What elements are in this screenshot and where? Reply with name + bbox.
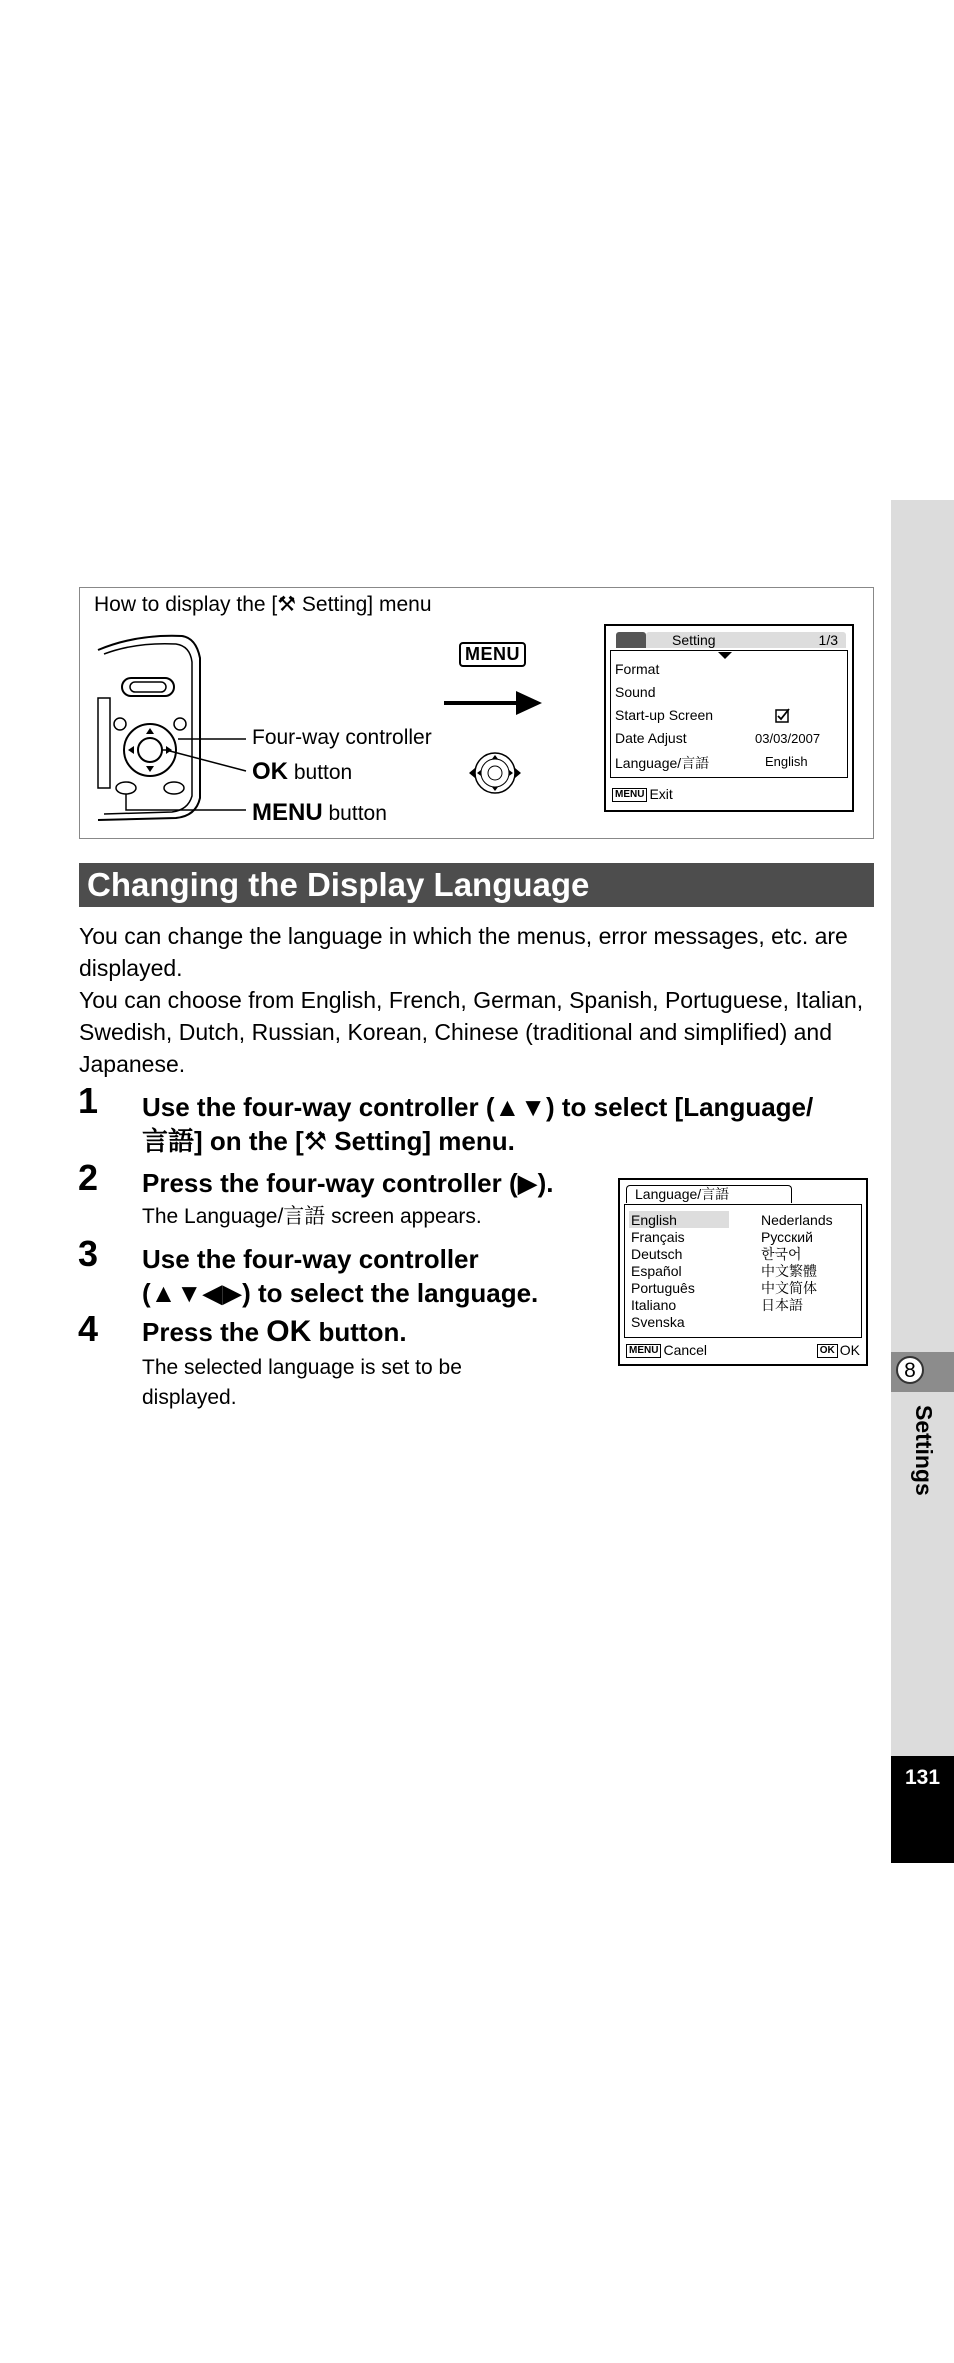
step-number: 4 bbox=[78, 1308, 99, 1349]
chapter-sidebar bbox=[891, 500, 954, 1863]
step-1-line-2: 言語] on the [⚒ Setting] menu. bbox=[142, 1126, 515, 1156]
camera-tab-icon bbox=[616, 632, 646, 648]
step-number: 1 bbox=[78, 1080, 99, 1121]
setting-tabs bbox=[616, 632, 846, 650]
language-option: Русский bbox=[761, 1229, 813, 1245]
language-option: English bbox=[631, 1212, 677, 1228]
label-ok-button bbox=[252, 758, 352, 786]
howto-box bbox=[79, 587, 874, 839]
exit-label: Exit bbox=[649, 786, 673, 802]
language-list bbox=[624, 1204, 862, 1338]
menu-key-box: MENU bbox=[626, 1344, 661, 1358]
step-4-title bbox=[142, 1315, 407, 1349]
four-way-dial-icon bbox=[463, 741, 527, 805]
intro-paragraph-1: You can change the language in which the menus, error messages, etc. are displayed. bbox=[79, 923, 848, 981]
chapter-number: 8 bbox=[896, 1356, 924, 1384]
step-number: 2 bbox=[78, 1157, 99, 1198]
language-option: Deutsch bbox=[631, 1246, 683, 1262]
menu-key-icon: MENU bbox=[459, 642, 526, 667]
page-number-box bbox=[891, 1756, 954, 1863]
date-adjust-value: 03/03/2007 bbox=[755, 731, 821, 746]
intro-paragraph-2: You can choose from English, French, German, Spanish, Portuguese, Italian, Swedish, Dutch, Russian, Korean, Chinese (traditional and simplified) and Japanese. bbox=[79, 987, 864, 1077]
language-option: 日本語 bbox=[761, 1297, 803, 1313]
setting-row: Date Adjust bbox=[615, 730, 687, 746]
language-option: 中文繁體 bbox=[761, 1263, 817, 1279]
step-4-note-2: displayed. bbox=[142, 1386, 237, 1409]
arrow-right-icon bbox=[444, 688, 544, 718]
ok-key-text: OK bbox=[266, 1315, 312, 1348]
howto-caption: How to display the [⚒ Setting] menu bbox=[94, 593, 432, 616]
checkbox-checked-icon bbox=[775, 707, 791, 723]
setting-row: Format bbox=[615, 661, 660, 677]
language-option: Français bbox=[631, 1229, 685, 1245]
setting-menu-screen bbox=[604, 624, 854, 812]
page-number: 131 bbox=[904, 1766, 941, 1789]
menu-key-text: MENU bbox=[252, 799, 323, 826]
step-3-line-2: (▲▼◀▶) to select the language. bbox=[142, 1278, 539, 1308]
label-four-way-controller: Four-way controller bbox=[252, 726, 432, 749]
ok-key-box: OK bbox=[817, 1344, 838, 1358]
setting-row: Sound bbox=[615, 684, 656, 700]
ok-label: OK bbox=[839, 1342, 860, 1358]
cancel-label: Cancel bbox=[663, 1342, 708, 1358]
ok-key-text: OK bbox=[252, 758, 288, 785]
setting-row: Language/言語 bbox=[615, 755, 710, 771]
step-number: 3 bbox=[78, 1233, 99, 1274]
ok-footer bbox=[817, 1342, 860, 1358]
step-2-note: The Language/言語 screen appears. bbox=[142, 1205, 482, 1228]
cancel-footer bbox=[626, 1342, 707, 1358]
ok-label-rest: button bbox=[288, 761, 353, 784]
section-heading: Changing the Display Language bbox=[79, 863, 874, 907]
setting-footer bbox=[612, 786, 673, 802]
setting-row: Start-up Screen bbox=[615, 707, 714, 723]
language-option: Svenska bbox=[631, 1314, 685, 1330]
setting-screen-title: Setting bbox=[672, 632, 716, 648]
menu-label-rest: button bbox=[322, 802, 387, 825]
step-4-note-1: The selected language is set to be bbox=[142, 1356, 462, 1379]
step-3-line-1: Use the four-way controller bbox=[142, 1244, 479, 1274]
label-menu-button bbox=[252, 799, 387, 827]
language-option: Italiano bbox=[631, 1297, 677, 1313]
step-4-pre: Press the bbox=[142, 1317, 267, 1347]
language-value: English bbox=[765, 754, 808, 769]
language-option: Español bbox=[631, 1263, 682, 1279]
language-option: 한국어 bbox=[761, 1246, 802, 1262]
setting-list bbox=[610, 650, 848, 778]
menu-key-box: MENU bbox=[612, 788, 647, 802]
chapter-tab bbox=[891, 1352, 954, 1392]
setting-screen-page: 1/3 bbox=[818, 632, 838, 648]
chapter-label bbox=[891, 1405, 954, 1515]
language-option: Português bbox=[631, 1280, 695, 1296]
language-option: 中文简体 bbox=[761, 1280, 817, 1296]
step-2-title: Press the four-way controller (▶). bbox=[142, 1168, 554, 1198]
language-screen bbox=[618, 1178, 868, 1366]
step-4-post: button. bbox=[311, 1317, 407, 1347]
language-tab: Language/言語 bbox=[626, 1185, 792, 1203]
step-1-line-1: Use the four-way controller (▲▼) to select [Language/ bbox=[142, 1092, 814, 1122]
chapter-label-text: Settings bbox=[911, 1405, 937, 1496]
language-option: Nederlands bbox=[761, 1212, 833, 1228]
